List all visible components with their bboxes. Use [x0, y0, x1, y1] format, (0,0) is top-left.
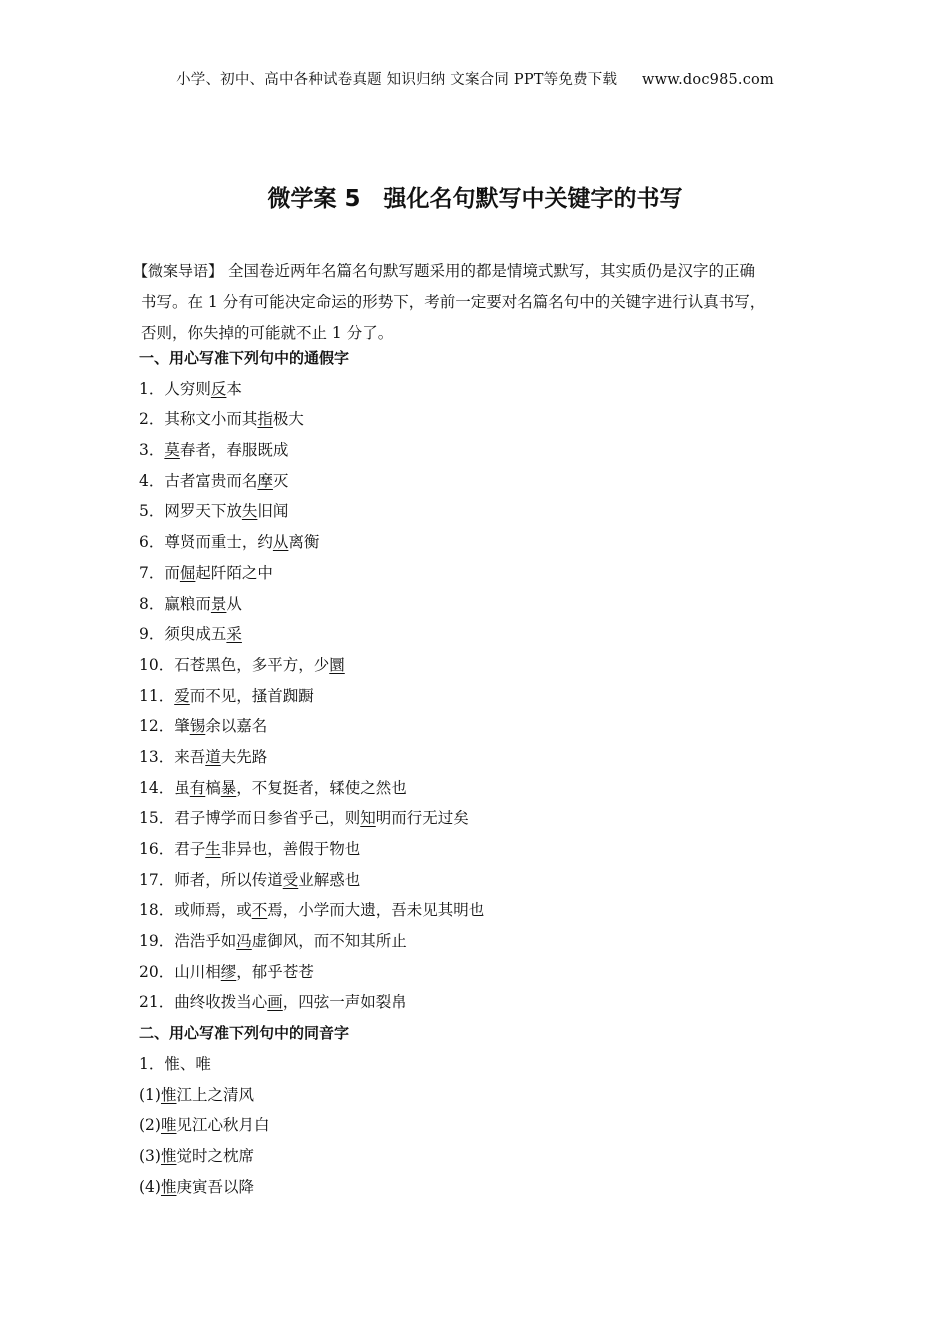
list-item: [139, 681, 829, 712]
item-text-after: 春者，春服既成: [179, 441, 289, 460]
section-2-heading: 二、用心写准下列句中的同音字: [139, 1024, 350, 1043]
key-character: 爱: [174, 686, 190, 705]
key-character: 生: [205, 840, 221, 858]
list-item: [139, 711, 829, 742]
item-number: 19．: [139, 932, 175, 951]
list-item: [139, 1110, 829, 1141]
item-text-after: 起阡陌之中: [195, 563, 273, 582]
list-item: [139, 1172, 829, 1203]
item-number: 5．: [139, 502, 165, 521]
key-character: 冯: [236, 932, 252, 951]
item-number: (4): [139, 1177, 161, 1196]
item-text-after: 觉时之枕席: [176, 1146, 254, 1165]
item-text-after: ，郁乎苍苍: [236, 962, 314, 981]
key-character: 反: [210, 379, 227, 398]
intro-line-1: 全国卷近两年名篇名句默写题采用的都是情境式默写，其实质仍是汉字的正确: [227, 262, 755, 280]
item-text-before: 网罗天下放: [164, 502, 242, 521]
key-character: 莫: [164, 441, 180, 460]
header-text: 小学、初中、高中各种试卷真题 知识归纳 文案合同 PPT等免费下载: [176, 72, 618, 88]
item-number: 4．: [139, 471, 165, 490]
key-character: 采: [226, 625, 242, 644]
list-item: [139, 1080, 829, 1111]
item-number: 7．: [139, 563, 165, 582]
item-number: (2): [139, 1116, 161, 1135]
item-number: (1): [139, 1085, 161, 1104]
item-number: 10．: [139, 655, 175, 674]
list-item: [139, 496, 829, 527]
key-character: 景: [210, 594, 227, 613]
item-text-before: 浩浩乎如: [174, 932, 237, 951]
page-header: [0, 68, 950, 89]
list-item: [139, 404, 829, 435]
list-item: [139, 803, 829, 834]
item-number: 18．: [139, 901, 175, 920]
item-text-after: 从: [226, 594, 242, 613]
key-character: 圜: [329, 655, 345, 674]
section-1-list: [139, 374, 829, 1018]
item-text-after: 夫先路: [220, 747, 268, 766]
item-text-before: 山川相: [174, 962, 221, 981]
item-number: 13．: [139, 747, 175, 766]
key-character: 有: [189, 778, 206, 797]
item-text-before: 尊贤而重士，约: [164, 533, 273, 552]
item-number: 14．: [139, 778, 175, 797]
key-character: 惟: [160, 1177, 177, 1196]
list-item: [139, 558, 829, 589]
list-item: [139, 527, 829, 558]
item-text-after: ，不复挺者，𫐓使之然也: [236, 778, 407, 797]
key-character: 受: [282, 870, 299, 889]
key-character: 摩: [257, 471, 273, 490]
item-text-after: 见江心秋月白: [176, 1116, 270, 1135]
item-text-before: 来吾: [174, 747, 206, 766]
key-character: 缪: [220, 962, 237, 981]
list-item: [139, 957, 829, 988]
item-number: 21．: [139, 993, 175, 1012]
key-character: 从: [272, 533, 289, 552]
intro-line-3: 否则，你失掉的可能就不止 1 分了。: [141, 324, 394, 342]
key-character: 失: [241, 502, 258, 521]
item-text-after: 庚寅吾以降: [176, 1177, 254, 1196]
section-2-group-label: 1．惟、唯: [139, 1054, 211, 1073]
item-text-after: 极大: [272, 410, 304, 429]
item-number: 2．: [139, 410, 165, 429]
key-character: 画: [267, 993, 283, 1012]
item-text-after: 虚御风，而不知其所止: [251, 932, 407, 951]
key-character: 惟: [160, 1085, 177, 1104]
item-number: 9．: [139, 625, 165, 644]
item-text-after: 而不见，搔首踟蹰: [189, 686, 314, 705]
header-site: www.doc985.com: [641, 72, 774, 88]
intro-line-2: 书写。在 1 分有可能决定命运的形势下，考前一定要对名篇名句中的关键字进行认真书写，: [141, 293, 766, 311]
list-item: [139, 926, 829, 957]
item-number: 6．: [139, 533, 165, 552]
item-text-before: 曲终收拨当心: [174, 993, 268, 1012]
list-item: [139, 619, 829, 650]
item-text-after: 余以嘉名: [205, 717, 268, 736]
item-text-after: 非异也，善假于物也: [220, 840, 361, 858]
item-number: 17．: [139, 870, 175, 889]
item-text-before: 其称文小而其: [164, 410, 258, 429]
list-item: [139, 435, 829, 466]
item-text-before: 肇: [174, 717, 190, 736]
item-number: 1．: [139, 379, 165, 398]
item-text-after: 离衡: [288, 533, 320, 552]
item-text-before: 或师焉，或: [174, 901, 252, 920]
item-number: 20．: [139, 962, 175, 981]
key-character: 暴: [220, 778, 237, 797]
key-character: 惟: [160, 1146, 177, 1165]
page-title: 微学案 5 强化名句默写中关键字的书写: [267, 186, 683, 212]
list-item: [139, 466, 829, 497]
section-2-list: [139, 1080, 829, 1203]
key-character: 道: [205, 747, 221, 766]
item-text-before: 君子: [174, 840, 206, 858]
item-number: 3．: [139, 441, 165, 460]
item-text-before: 赢粮而: [164, 594, 211, 613]
item-text-before: 石苍黑色，多平方，少: [174, 655, 330, 674]
list-item: [139, 865, 829, 896]
section-1-heading: 一、用心写准下列句中的通假字: [139, 349, 350, 367]
item-text-after: 江上之清风: [176, 1085, 254, 1104]
item-text-after: ，四弦一声如裂帛: [282, 993, 407, 1012]
key-character: 锡: [189, 717, 206, 736]
item-text-before: 师者，所以传道: [174, 870, 283, 889]
list-item: [139, 773, 829, 804]
item-text-after: 业解惑也: [298, 870, 361, 889]
key-character: 倔: [179, 563, 196, 582]
item-number: (3): [139, 1146, 161, 1165]
item-text-after: 旧闻: [257, 502, 289, 521]
key-character: 指: [257, 410, 273, 429]
list-item: [139, 987, 829, 1018]
item-text-before: 而: [164, 563, 180, 582]
item-text-after: 焉，小学而大遗，吾未见其明也: [267, 901, 485, 920]
list-item: [139, 1141, 829, 1172]
exercise-content: [139, 343, 829, 1202]
item-number: 11．: [139, 686, 175, 705]
key-character: 不: [251, 901, 268, 920]
list-item: [139, 742, 829, 773]
list-item: [139, 589, 829, 620]
list-item: [139, 374, 829, 405]
list-item: [139, 834, 829, 865]
item-number: 15．: [139, 809, 175, 828]
item-text-before: 虽: [174, 778, 190, 797]
item-text-before: 人穷则: [164, 379, 211, 398]
list-item: [139, 895, 829, 926]
item-text-after: 本: [226, 379, 242, 398]
intro-paragraph: [133, 256, 825, 349]
item-text-before: 君子博学而日参省乎己，则: [174, 809, 361, 828]
key-character: 唯: [160, 1116, 177, 1135]
item-text-after: 明而行无过矣: [375, 809, 469, 828]
item-number: 12．: [139, 717, 175, 736]
item-text-after: 灭: [272, 471, 289, 490]
item-text-before: 须臾成五: [164, 625, 227, 644]
item-number: 16．: [139, 840, 175, 858]
intro-tag: 【微案导语】: [133, 262, 224, 280]
item-number: 8．: [139, 594, 165, 613]
key-character: 知: [360, 809, 376, 828]
item-text-middle: 槁: [205, 778, 221, 797]
item-text-before: 古者富贵而名: [164, 471, 258, 490]
list-item: [139, 650, 829, 681]
